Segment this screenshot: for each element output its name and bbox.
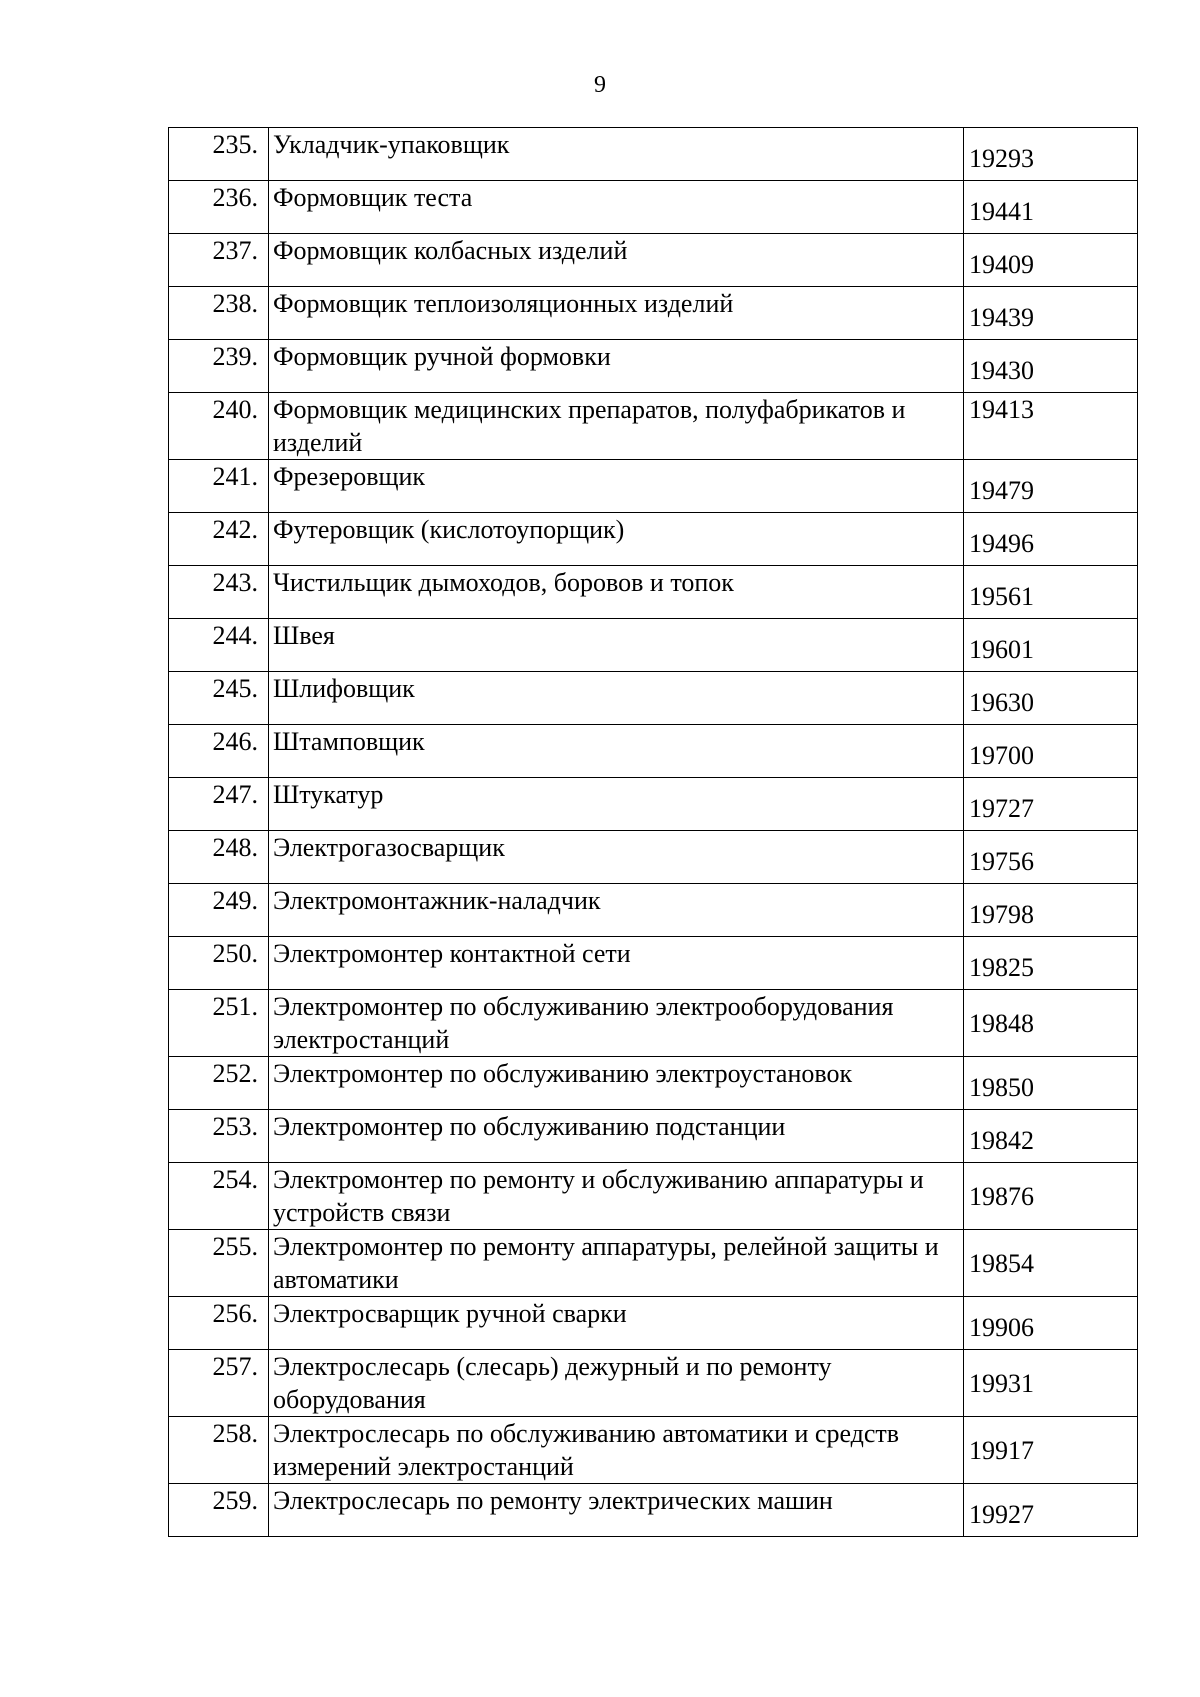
- page-number: 9: [594, 72, 606, 98]
- table-row: [169, 1484, 1138, 1537]
- profession-name-cell: Электромонтер по обслуживанию подстанции: [269, 1110, 964, 1163]
- table-row: [169, 937, 1138, 990]
- profession-code-cell: 19441: [964, 181, 1138, 234]
- profession-name-cell: Электрослесарь (слесарь) дежурный и по ремонту оборудования: [269, 1350, 964, 1417]
- row-number-cell: 247.: [169, 778, 269, 831]
- profession-code-cell: 19917: [964, 1417, 1138, 1484]
- row-number-cell: 258.: [169, 1417, 269, 1484]
- profession-code-cell: 19413: [964, 393, 1138, 460]
- profession-code-cell: 19931: [964, 1350, 1138, 1417]
- profession-name-cell: Штукатур: [269, 778, 964, 831]
- profession-name-cell: Электромонтажник-наладчик: [269, 884, 964, 937]
- row-number-cell: 257.: [169, 1350, 269, 1417]
- profession-name-cell: Электромонтер контактной сети: [269, 937, 964, 990]
- table-row: [169, 1163, 1138, 1230]
- profession-name-cell: Электромонтер по обслуживанию электроустановок: [269, 1057, 964, 1110]
- table-row: [169, 234, 1138, 287]
- profession-code-cell: 19430: [964, 340, 1138, 393]
- profession-code-cell: 19876: [964, 1163, 1138, 1230]
- profession-code-cell: 19601: [964, 619, 1138, 672]
- row-number-cell: 235.: [169, 128, 269, 181]
- profession-name-cell: Футеровщик (кислотоупорщик): [269, 513, 964, 566]
- table-row: [169, 725, 1138, 778]
- row-number-cell: 252.: [169, 1057, 269, 1110]
- profession-code-cell: 19906: [964, 1297, 1138, 1350]
- profession-name-cell: Электрослесарь по обслуживанию автоматики и средств измерений электростанций: [269, 1417, 964, 1484]
- profession-name-cell: Штамповщик: [269, 725, 964, 778]
- row-number-cell: 256.: [169, 1297, 269, 1350]
- table-row: [169, 393, 1138, 460]
- profession-name-cell: Электромонтер по ремонту аппаратуры, релейной защиты и автоматики: [269, 1230, 964, 1297]
- professions-table: [168, 127, 1138, 1537]
- profession-name-cell: Укладчик-упаковщик: [269, 128, 964, 181]
- profession-code-cell: 19825: [964, 937, 1138, 990]
- profession-code-cell: 19409: [964, 234, 1138, 287]
- profession-code-cell: 19439: [964, 287, 1138, 340]
- row-number-cell: 253.: [169, 1110, 269, 1163]
- row-number-cell: 249.: [169, 884, 269, 937]
- row-number-cell: 245.: [169, 672, 269, 725]
- row-number-cell: 244.: [169, 619, 269, 672]
- row-number-cell: 236.: [169, 181, 269, 234]
- table-row: [169, 1350, 1138, 1417]
- profession-name-cell: Швея: [269, 619, 964, 672]
- row-number-cell: 242.: [169, 513, 269, 566]
- profession-code-cell: 19561: [964, 566, 1138, 619]
- profession-code-cell: 19496: [964, 513, 1138, 566]
- row-number-cell: 240.: [169, 393, 269, 460]
- profession-name-cell: Формовщик теплоизоляционных изделий: [269, 287, 964, 340]
- row-number-cell: 255.: [169, 1230, 269, 1297]
- profession-name-cell: Формовщик теста: [269, 181, 964, 234]
- profession-name-cell: Электромонтер по обслуживанию электрооборудования электростанций: [269, 990, 964, 1057]
- row-number-cell: 259.: [169, 1484, 269, 1537]
- profession-code-cell: 19293: [964, 128, 1138, 181]
- profession-name-cell: Электромонтер по ремонту и обслуживанию аппаратуры и устройств связи: [269, 1163, 964, 1230]
- table-row: [169, 672, 1138, 725]
- table-row: [169, 778, 1138, 831]
- table-row: [169, 181, 1138, 234]
- table-row: [169, 990, 1138, 1057]
- professions-table-body: [169, 128, 1138, 1537]
- profession-name-cell: Чистильщик дымоходов, боровов и топок: [269, 566, 964, 619]
- table-row: [169, 566, 1138, 619]
- table-row: [169, 513, 1138, 566]
- row-number-cell: 243.: [169, 566, 269, 619]
- row-number-cell: 241.: [169, 460, 269, 513]
- table-row: [169, 1110, 1138, 1163]
- profession-code-cell: 19700: [964, 725, 1138, 778]
- table-row: [169, 128, 1138, 181]
- row-number-cell: 250.: [169, 937, 269, 990]
- profession-name-cell: Электрогазосварщик: [269, 831, 964, 884]
- table-row: [169, 460, 1138, 513]
- table-row: [169, 1417, 1138, 1484]
- table-row: [169, 831, 1138, 884]
- profession-name-cell: Электрослесарь по ремонту электрических машин: [269, 1484, 964, 1537]
- profession-name-cell: Формовщик ручной формовки: [269, 340, 964, 393]
- row-number-cell: 237.: [169, 234, 269, 287]
- profession-code-cell: 19848: [964, 990, 1138, 1057]
- row-number-cell: 254.: [169, 1163, 269, 1230]
- table-row: [169, 1230, 1138, 1297]
- table-row: [169, 1297, 1138, 1350]
- profession-code-cell: 19798: [964, 884, 1138, 937]
- row-number-cell: 248.: [169, 831, 269, 884]
- profession-code-cell: 19756: [964, 831, 1138, 884]
- profession-code-cell: 19927: [964, 1484, 1138, 1537]
- profession-name-cell: Формовщик медицинских препаратов, полуфабрикатов и изделий: [269, 393, 964, 460]
- row-number-cell: 239.: [169, 340, 269, 393]
- row-number-cell: 251.: [169, 990, 269, 1057]
- table-row: [169, 340, 1138, 393]
- profession-name-cell: Шлифовщик: [269, 672, 964, 725]
- profession-name-cell: Фрезеровщик: [269, 460, 964, 513]
- profession-name-cell: Формовщик колбасных изделий: [269, 234, 964, 287]
- row-number-cell: 246.: [169, 725, 269, 778]
- profession-code-cell: 19479: [964, 460, 1138, 513]
- row-number-cell: 238.: [169, 287, 269, 340]
- profession-name-cell: Электросварщик ручной сварки: [269, 1297, 964, 1350]
- table-row: [169, 1057, 1138, 1110]
- profession-code-cell: 19850: [964, 1057, 1138, 1110]
- profession-code-cell: 19842: [964, 1110, 1138, 1163]
- table-row: [169, 619, 1138, 672]
- profession-code-cell: 19727: [964, 778, 1138, 831]
- table-row: [169, 287, 1138, 340]
- table-row: [169, 884, 1138, 937]
- profession-code-cell: 19854: [964, 1230, 1138, 1297]
- profession-code-cell: 19630: [964, 672, 1138, 725]
